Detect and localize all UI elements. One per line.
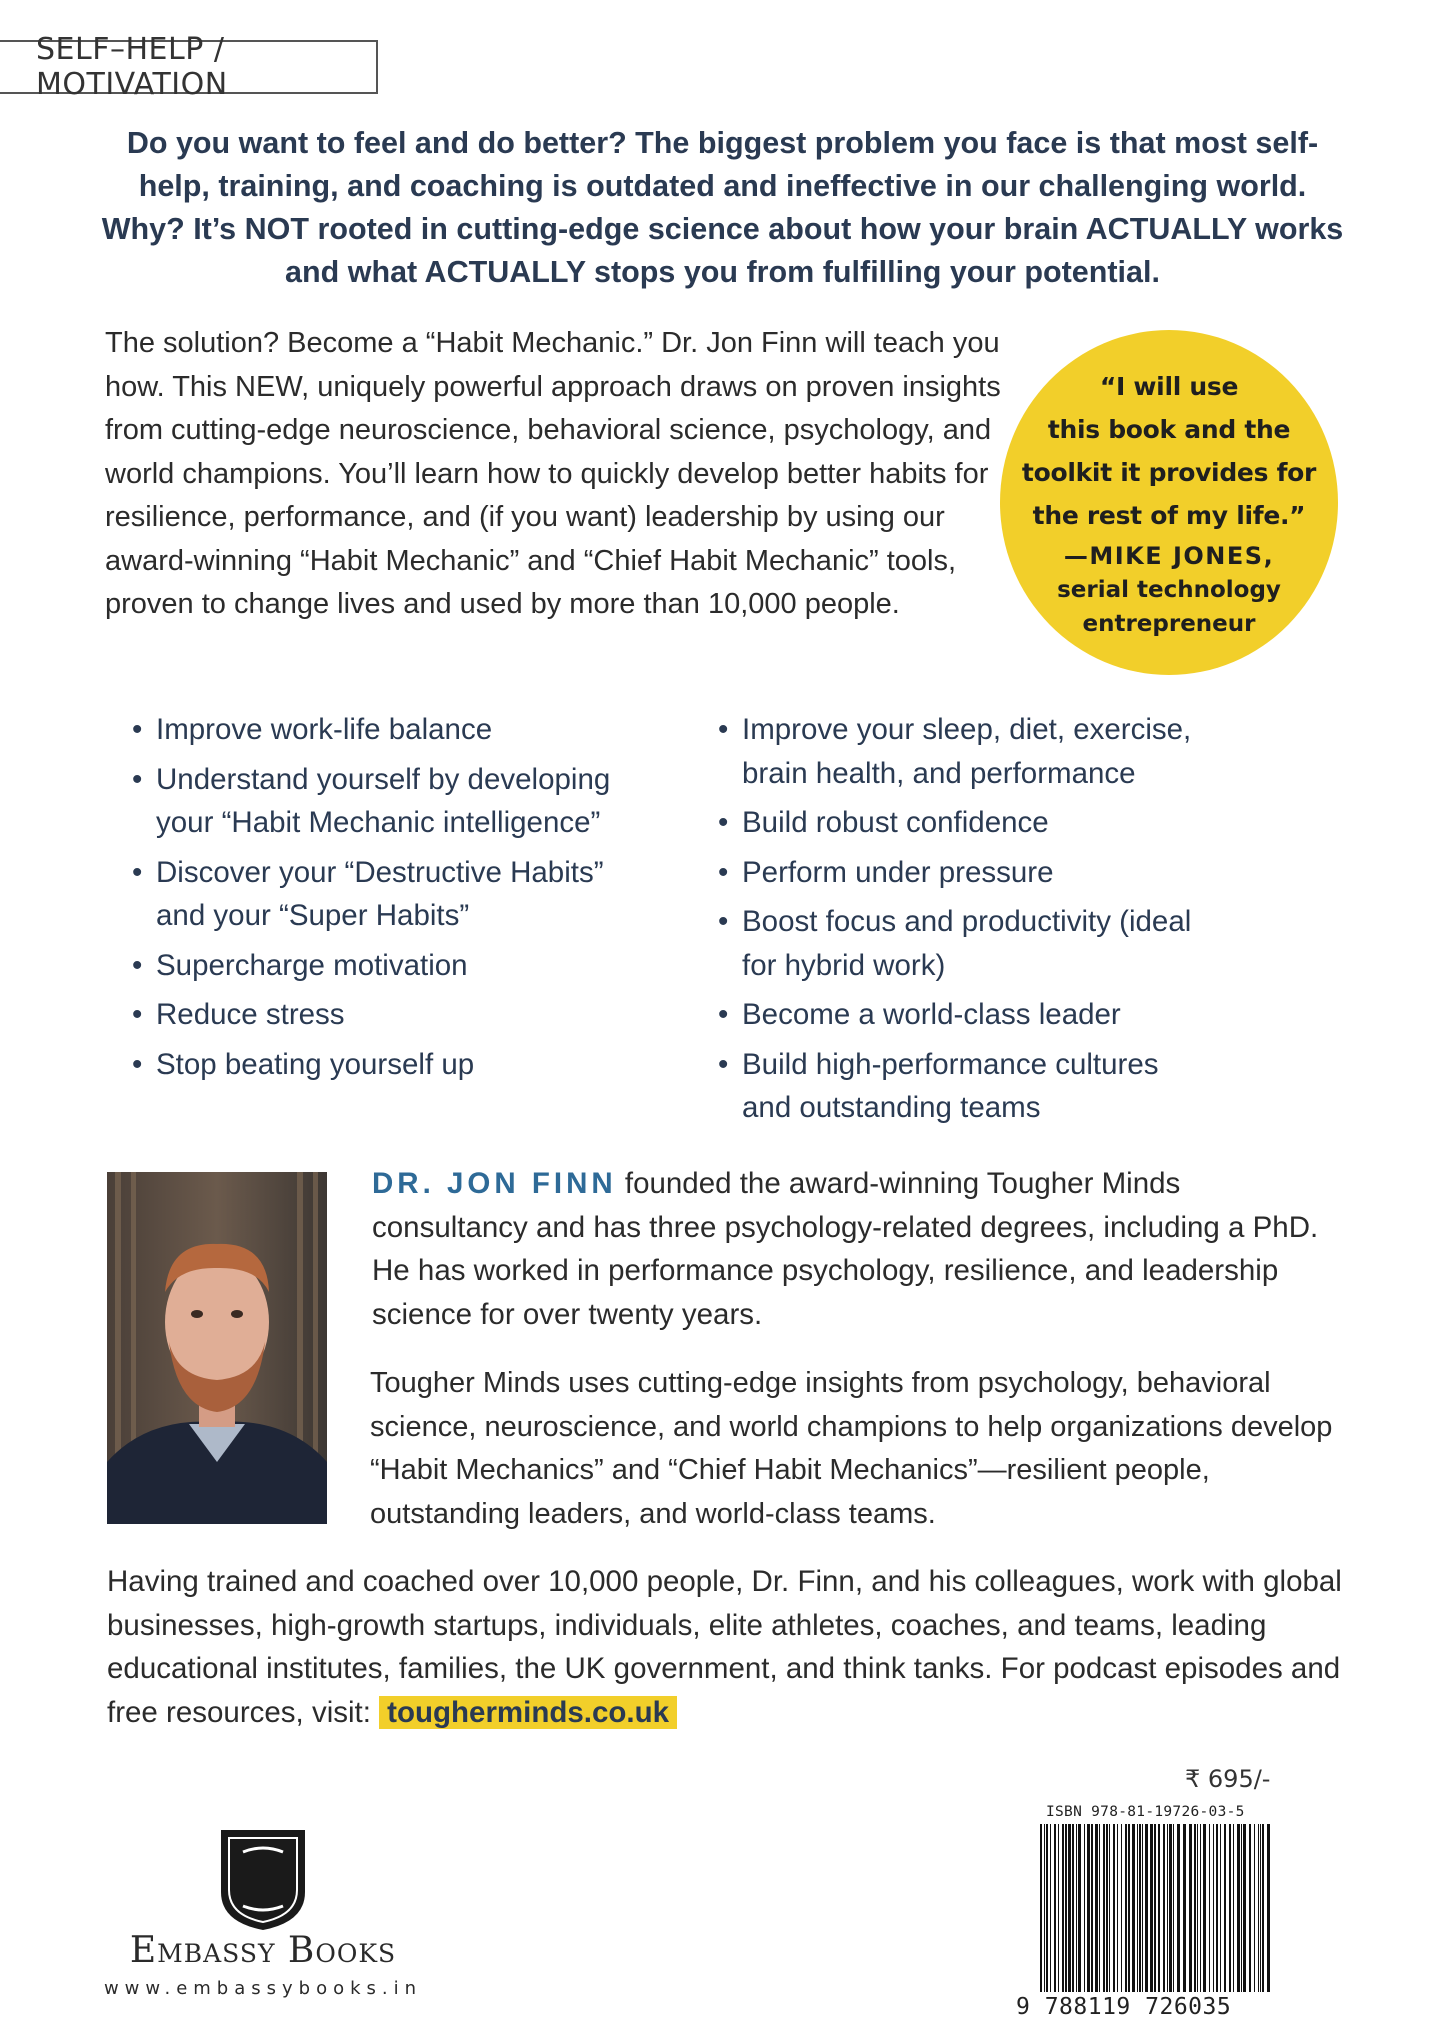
category-label: SELF–HELP / MOTIVATION: [0, 40, 378, 94]
list-item: • Supercharge motivation: [132, 944, 692, 988]
publisher-logo: [103, 1822, 423, 2002]
price: ₹ 695/-: [1185, 1765, 1271, 1793]
list-item: • Improve work-life balance: [132, 708, 692, 752]
publisher-url[interactable]: www.embassybooks.in: [103, 1978, 423, 1999]
headline: Do you want to feel and do better? The biggest problem you face is that most self-help, training, and coaching is outdated and ineffective in our challenging world. Why? It’s NOT rooted in cutting-edge science about how your brain ACTUALLY works and what ACTUALLY stops you from fulfilling your potential.: [101, 126, 1344, 289]
ean-digits: 9 788119 726035: [1016, 1994, 1232, 2020]
experience-text: Having trained and coached over 10,000 people, Dr. Finn, and his colleagues, work with global businesses, high-growth startups, individuals, elite athletes, coaches, and teams, leading educational institutes, families, the UK government, and think tanks. For podcast episodes and free resources, visit:: [107, 1565, 1342, 1729]
list-item: • Build robust confidence: [718, 801, 1338, 845]
list-item: • Reduce stress: [132, 993, 692, 1037]
list-item: • Understand yourself by developing your “Habit Mechanic intelligence”: [132, 758, 692, 845]
list-item: • Become a world-class leader: [718, 993, 1338, 1037]
list-item: • Improve your sleep, diet, exercise, brain health, and performance: [718, 708, 1338, 795]
publisher-crest-icon: [103, 1822, 423, 1932]
list-item: • Stop beating yourself up: [132, 1043, 692, 1087]
quote-text: “I will use this book and the toolkit it provides for the rest of my life.”: [1021, 371, 1317, 530]
quote-badge: [1000, 330, 1338, 675]
author-bio: [372, 1162, 1337, 1336]
list-item: • Build high-performance cultures and outstanding teams: [718, 1043, 1338, 1130]
quote-role: serial technology entrepreneur: [1057, 576, 1281, 637]
benefits-list-right: [718, 708, 1338, 1136]
barcode-bars: [1016, 1824, 1278, 2009]
list-item: • Perform under pressure: [718, 851, 1338, 895]
intro-paragraph: The solution? Become a “Habit Mechanic.” Dr. Jon Finn will teach you how. This NEW, uniquely powerful approach draws on proven insights from cutting-edge neuroscience, behavioral science, psychology, and world champions. You’ll learn how to quickly develop better habits for resilience, performance, and (if you want) leadership by using our award-winning “Habit Mechanic” and “Chief Habit Mechanic” tools, proven to change lives and used by more than 10,000 people.: [105, 327, 1001, 620]
publisher-name: Embassy Books: [129, 1930, 397, 1971]
website-link[interactable]: tougherminds.co.uk: [379, 1696, 677, 1729]
benefits-list-left: [132, 708, 692, 1092]
author-bio-text: founded the award-winning Tougher Minds consultancy and has three psychology-related degrees, including a PhD. He has worked in performance psychology, resilience, and leadership science for over twenty years.: [372, 1167, 1319, 1331]
author-photo: [107, 1172, 327, 1524]
isbn-label: ISBN 978-81-19726-03-5: [1046, 1804, 1245, 1820]
quote-author: —MIKE JONES,: [1063, 541, 1275, 570]
barcode: [1016, 1804, 1278, 2024]
list-item: • Discover your “Destructive Habits” and your “Super Habits”: [132, 851, 692, 938]
list-item: • Boost focus and productivity (ideal for hybrid work): [718, 900, 1338, 987]
author-name: DR. JON FINN: [372, 1167, 617, 1200]
company-description: Tougher Minds uses cutting-edge insights from psychology, behavioral science, neuroscience, and world champions to help organizations develop “Habit Mechanics” and “Chief Habit Mechanics”—resilient people, outstanding leaders, and world-class teams.: [370, 1367, 1333, 1530]
experience-paragraph: [107, 1560, 1347, 1734]
